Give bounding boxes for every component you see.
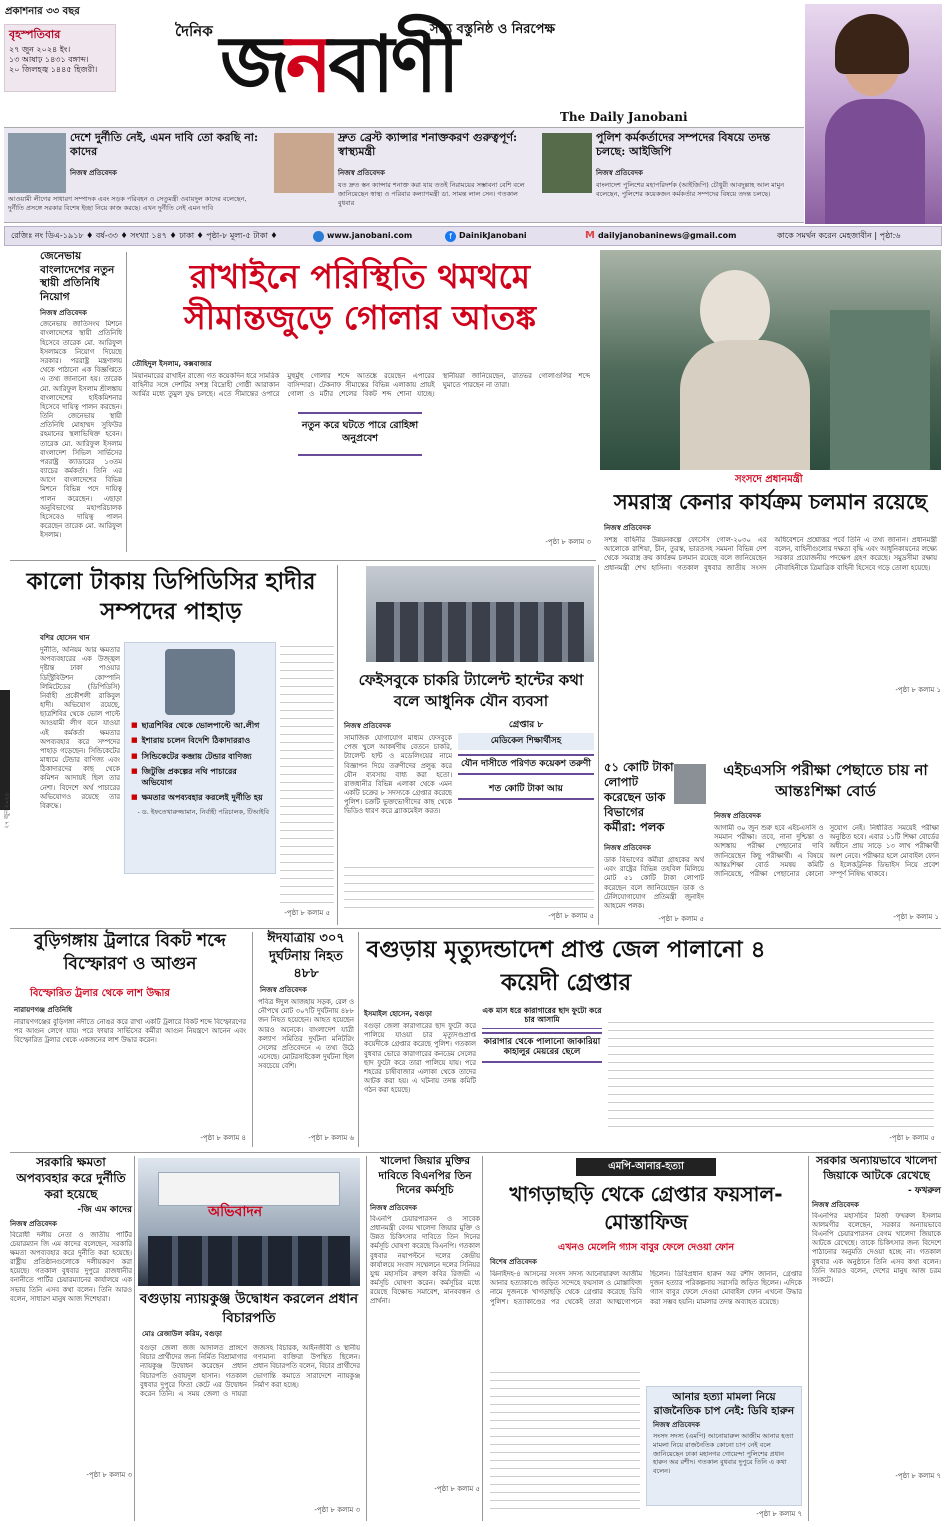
hadi-photo — [165, 649, 235, 715]
misuse-headline: সরকারি ক্ষমতা অপব্যবহার করে দুর্নীতি করা হয়েছে — [16, 1155, 126, 1202]
teaser-3[interactable] — [540, 127, 804, 223]
article-court[interactable] — [138, 1154, 364, 1522]
rakhine-headline: রাখাইনে পরিস্থিতি থমথমে সীমান্তজুড়ে গোলার আতঙ্ক — [184, 257, 536, 338]
dpdc-continued: -পৃষ্ঠা ৮ কলাম ৫ — [284, 909, 330, 917]
arms-byline: নিজস্ব প্রতিবেদক — [604, 524, 651, 533]
court-text: বগুড়া জেলা জজ আদালত প্রাঙ্গণে বিচার প্রার্থীদের জন্য নির্মিত বিশ্রামাগার ন্যায়কুঞ্জ উদ্বোধন করেছেন প্রধান বিচারপতি ওবায়দুল হাসান। গতকাল বুধবার দুপুরে ফিতা কেটে এর উদ্বোধন করেন তিনি। এ সময় জেলা ও দায়রা জজসহ বিচারক, আইনজীবী ও স্থানীয় গণ্যমান্য ব্যক্তিরা উপস্থিত ছিলেন। প্রধান বিচারপতি বলেন, বিচার প্রার্থীদের ভোগান্তি কমাতে সারাদেশে ন্যায়কুঞ্জ নির্মাণ করা হচ্ছে। — [140, 1344, 360, 1398]
article-post[interactable] — [560, 760, 706, 925]
article-eid[interactable] — [256, 930, 356, 1150]
post-headline: ৫১ কোটি টাকা লোপাট করেছেন ডাক বিভাগের কর্মীরা: পলক — [604, 760, 674, 834]
bnp-headline: খালেদা জিয়ার মুক্তির দাবিতে বিএনপির তিন দিনের কর্মসূচি — [378, 1155, 472, 1197]
article-mp-murder[interactable] — [486, 1154, 806, 1522]
bnp-continued: -পৃষ্ঠা ৮ কলাম ৫ — [434, 1484, 480, 1493]
date-box — [4, 24, 116, 92]
date-bangla: ১৩ আষাঢ় ১৪৩১ বঙ্গাব্দ। — [9, 54, 89, 64]
facebook-icon: f — [445, 231, 456, 242]
facebook-headline: ফেইসবুকে চাকরি ট্যালেন্ট হান্টের কথা বলে আধুনিক যৌন ব্যবসা — [358, 671, 584, 710]
misuse-attribution: -জি এম কাদের — [77, 1204, 132, 1215]
facebook-continued: -পৃষ্ঠা ৮ কলাম ৫ — [548, 912, 594, 920]
igp-photo — [542, 133, 592, 193]
teaser-2-title: দ্রুত ব্রেস্ট ক্যান্সার শনাক্তকরণ গুরুত্বপূর্ণ: স্বাস্থ্যমন্ত্রী — [338, 131, 518, 159]
pm-parliament-photo — [600, 250, 941, 470]
rakhine-text: মিয়ানমারের রাখাইন রাজ্যে গত কয়েকদিন ধরে সামরিক বাহিনীর সঙ্গে দেশটির সশস্ত্র বিদ্রোহী গোষ্ঠী আরাকান আর্মির মধ্যে তুমুল যুদ্ধ চলছে। এতে সীমান্তের ওপারে মুহুর্মুহু গোলার শব্দে আতঙ্কে রয়েছেন এপারের বাসিন্দারা। টেকনাফ সীমান্তের বিভিন্ন এলাকায় প্রায়ই গোলা ও মর্টার শেলের বিকট শব্দ শোনা যাচ্ছে। স্থানীয়রা জানিয়েছেন, রাতভর গোলাগুলির শব্দে ঘুমাতে পারছেন না তারা। — [132, 372, 590, 399]
dpdc-text-right — [280, 646, 334, 906]
misuse-byline: নিজস্ব প্রতিবেদক — [10, 1219, 57, 1228]
eid-byline: নিজস্ব প্রতিবেদক — [260, 986, 307, 994]
mp-box-byline: নিজস্ব প্রতিবেদক — [653, 1421, 700, 1430]
buriganga-continued: -পৃষ্ঠা ৮ কলাম ৪ — [200, 1134, 246, 1142]
teaser-2-text: যত দ্রুত স্তন ক্যান্সার শনাক্ত করা যায় ততই নিরাময়ের সম্ভাবনা বেশি বলে জানিয়েছেন স্বাস্থ্য ও পরিবার কল্যাণমন্ত্রী ডা. সামন্ত লাল সেন। গতকাল বুধবার — [338, 181, 525, 207]
buriganga-headline: বুড়িগঙ্গায় ট্রলারে বিকট শব্দে বিস্ফোরণ ও আগুন — [34, 931, 226, 974]
court-headline: বগুড়ায় ন্যায়কুঞ্জ উদ্বোধন করলেন প্রধান বিচারপতি — [139, 1291, 359, 1326]
masthead — [0, 0, 945, 225]
mail-icon: M — [585, 229, 595, 241]
dpdc-byline: বশির হোসেন খান — [40, 634, 90, 642]
web-icon — [313, 231, 324, 242]
daily-label: দৈনিক — [175, 22, 213, 40]
info-bar — [4, 226, 942, 246]
dpdc-bullet: ■ ছাত্রশিবির থেকে ভোলপাল্টে আ.লীগ — [131, 721, 269, 731]
post-text: ডাক বিভাগের কর্মীরা গ্রাহকের অর্থ এবং রাষ্ট্রের বিভিন্ন তহবিল মিলিয়ে মোট ৫১ কোটি টাকা লোপাট করেছেন বলে জানিয়েছেন ডাক ও টেলিযোগাযোগ প্রতিমন্ত্রী জুনাইদ আহমেদ পলক। — [604, 856, 704, 910]
teaser-1[interactable] — [4, 127, 266, 223]
post-byline: নিজস্ব প্রতিবেদক — [604, 844, 651, 852]
pm-caption: সংসদে প্রধানমন্ত্রী — [735, 474, 803, 485]
bnp-text: বিএনপি চেয়ারপারসন ও সাবেক প্রধানমন্ত্রী বেগম খালেদা জিয়ার মুক্তি ও উন্নত চিকিৎসার দাবিতে তিন দিনের কর্মসূচি ঘোষণা করেছে বিএনপি। গতকাল বুধবার নয়াপল্টনে দলের কেন্দ্রীয় কার্যালয়ে সংবাদ সম্মেলনে দলের সিনিয়র যুগ্ম মহাসচিব রুহুল কবির রিজভী এ কর্মসূচি ঘোষণা করেন। কর্মসূচির মধ্যে রয়েছে বিক্ষোভ সমাবেশ, মানববন্ধন ও প্রার্থনা। — [370, 1214, 480, 1306]
jail-continued: -পৃষ্ঠা ৮ কলাম ৫ — [889, 1134, 935, 1142]
mp-box — [646, 1386, 802, 1506]
dpdc-bullet: ■ জিটুজি প্রকল্পের নথি পাচারের অভিযোগ — [131, 767, 269, 788]
article-dpdc[interactable] — [10, 562, 336, 927]
article-khaleda[interactable] — [812, 1154, 941, 1522]
facebook-tag-3: যৌন দাসীতে পরিণত কয়েকশ তরুণী — [458, 754, 594, 775]
mp-box-text: সংসদ সদস্য (এমপি) আনোয়ারুল আজীম আনার হত্যা মামলা নিয়ে রাজনৈতিক কোনো চাপ নেই বলে জানিয়েছেন ঢাকা মহানগর গোয়েন্দা পুলিশের প্রধান হারুন অর রশীদ। গতকাল বুধবার দুপুরে তিনি এ কথা বলেন। — [653, 1432, 794, 1476]
facebook-byline: নিজস্ব প্রতিবেদক — [344, 722, 391, 730]
dpdc-bullets — [131, 721, 269, 803]
hsc-text: আগামী ৩০ জুন শুরু হবে এইচএসসি ও সমমান পরীক্ষা। তবে, নানা দুশ্চিন্তা ও আশঙ্কায় পরীক্ষা পেছানোর দাবি জানিয়েছেন কিছু পরীক্ষার্থী। এ বিষয়ে আন্তঃশিক্ষা বোর্ড সমন্বয় কমিটি জানিয়েছে, পরীক্ষা পেছানোর কোনো সুযোগ নেই। নির্ধারিত সময়েই পরীক্ষা অনুষ্ঠিত হবে। এবার ১১টি শিক্ষা বোর্ডের অধীনে প্রায় সাড়ে ১৩ লাখ পরীক্ষার্থী অংশ নেবে। পরীক্ষার হলে মোবাইল ফোন ও ইলেকট্রনিক ডিভাইস নিয়ে প্রবেশ সম্পূর্ণ নিষিদ্ধ থাকবে। — [714, 824, 939, 878]
teaser-3-byline: নিজস্ব প্রতিবেদক — [596, 169, 643, 177]
article-bnp[interactable] — [370, 1154, 480, 1522]
teaser-1-text: আওয়ামী লীগের সাধারণ সম্পাদক এবং সড়ক পরিবহন ও সেতুমন্ত্রী ওবায়দুল কাদের বলেছেন, দুর্নীতি প্রসঙ্গে সরকার বিশেষ ইচ্ছা নিয়ে কাজ করছে। এখন দুর্নীতি নেই এমন দাবি — [8, 195, 247, 212]
logo-part-2: ন — [285, 20, 329, 110]
court-inauguration-photo — [138, 1158, 360, 1286]
article-buriganga[interactable] — [10, 930, 250, 1150]
arms-continued: -পৃষ্ঠা ৮ কলাম ১ — [895, 686, 941, 695]
dpdc-headline: কালো টাকায় ডিপিডিসির হাদীর সম্পদের পাহাড় — [26, 569, 316, 625]
facebook-tag-4: শত কোটি টাকা আয় — [458, 781, 594, 800]
dpdc-factbox — [124, 642, 276, 874]
eid-headline: ঈদযাত্রায় ৩০৭ দুর্ঘটনায় নিহত ৪৮৮ — [267, 931, 345, 982]
jail-byline: ইসমাইল হোসেন, বগুড়া — [364, 1010, 432, 1018]
newspaper-logo — [220, 20, 680, 110]
misuse-continued: -পৃষ্ঠা ৮ কলাম ৩ — [86, 1470, 132, 1479]
email-link[interactable]: dailyjanobaninews@gmail.com — [597, 231, 737, 240]
article-misuse[interactable] — [10, 1154, 132, 1522]
jail-tag-1: এক মাস ধরে কারাগারের ছাদ ফুটো করে চার আসামি — [482, 1006, 602, 1029]
khaleda-attribution: - ফখরুল — [908, 1185, 941, 1196]
mp-box-title: আনার হত্যা মামলা নিয়ে রাজনৈতিক চাপ নেই: ডিবি হারুন — [653, 1391, 795, 1417]
english-name: The Daily Janobani — [560, 110, 688, 124]
dpdc-bullet: ■ সিন্ডিকেটের কব্জায় টেন্ডার বাণিজ্য — [131, 752, 269, 762]
eid-text: পবিত্র ঈদুল আজহায় সড়ক, রেল ও নৌপথে মোট ৩০৭টি দুর্ঘটনায় ৪৮৮ জন নিহত হয়েছেন। আহত হয়েছেন আরও অনেকে। বাংলাদেশ যাত্রী কল্যাণ সমিতির দুর্ঘটনা মনিটরিং সেলের প্রতিবেদনে এ তথ্য উঠে এসেছে। মোটরসাইকেল দুর্ঘটনা ছিল সবচেয়ে বেশি। — [258, 998, 354, 1071]
arrested-group-photo — [366, 566, 594, 662]
mp-headline: খাগড়াছড়ি থেকে গ্রেপ্তার ফয়সাল-মোস্তাফিজ — [509, 1182, 783, 1234]
article-hsc[interactable] — [710, 760, 941, 925]
facebook-text-left: সামাজিক যোগাযোগ মাধ্যম ফেসবুকে পেজ খুলে আকর্ষণীয় বেতনে চাকরি, ট্যালেন্ট হান্ট ও মডেলিংয়ের নামে বিজ্ঞাপন দিয়ে তরুণীদের প্রলুব্ধ করে যৌন ব্যবসায় বাধ্য করা হতো। রাজধানীর বিভিন্ন এলাকা থেকে এমন একটি চক্রের ৮ সদস্যকে গ্রেপ্তার করেছে পুলিশ। চক্রটি ভুক্তভোগীদের কাছ থেকে ভিডিও ধারণ করে ব্ল্যাকমেইল করত। — [344, 734, 452, 816]
mp-text: ঝিনাইদহ-৪ আসনের সংসদ সদস্য আনোয়ারুল আজীম আনার হত্যাকাণ্ডে জড়িত সন্দেহে ফয়সাল ও মোস্তাফিজ নামে দুজনকে খাগড়াছড়ি থেকে গ্রেপ্তার করেছে ডিবি পুলিশ। হত্যাকাণ্ডের পর থেকেই তারা আত্মগোপনে ছিলেন। ডিবিপ্রধান হারুন অর রশীদ জানান, গ্রেপ্তার দুজন হত্যার পরিকল্পনায় সরাসরি জড়িত ছিলেন। এদিকে গ্যাস বাবুর ফেলে দেওয়া মোবাইল ফোন এখনো উদ্ধার করা সম্ভব হয়নি। মামলার তদন্ত অব্যাহত রয়েছে। — [490, 1270, 802, 1306]
teaser-3-text: বাংলাদেশ পুলিশের মহাপরিদর্শক (আইজিপি) চৌধুরী আবদুল্লাহ আল মামুন বলেছেন, পুলিশের কয়েকজন কর্মকর্তার সম্পদের বিষয়ে তদন্ত চলছে। — [596, 181, 785, 198]
dpdc-bullet: ■ ক্ষমতার অপব্যবহার করলেই দুর্নীতি হয় — [131, 793, 269, 803]
geneva-title: জেনেভায় বাংলাদেশের নতুন স্থায়ী প্রতিনিধি নিয়োগ — [40, 250, 115, 303]
jail-headline: বগুড়ায় মৃত্যুদন্ডাদেশ প্রাপ্ত জেল পালানো ৪ কয়েদী গ্রেপ্তার — [366, 937, 766, 997]
anniversary-badge: প্রকাশনার ৩৩ বছর — [5, 6, 80, 17]
teaser-3-title: পুলিশ কর্মকর্তাদের সম্পদের বিষয়ে তদন্ত চলছে: আইজিপি — [596, 131, 770, 159]
registration-info: রেজিঃ নং ডিএ-১৯১৮ ♦ বর্ষ-৩৩ ♦ সংখ্যা ১৪৭ ♦ ঢাকা ♦ পৃষ্ঠা-৮ মূল্য-৫ টাকা ♦ — [11, 231, 278, 240]
logo-part-1: জ — [220, 20, 286, 110]
buriganga-byline: নারায়ণগঞ্জ প্রতিনিধি — [14, 1006, 73, 1014]
mp-subhead: এখনও মেলেনি গ্যাস বাবুর ফেলে দেওয়া ফোন — [557, 1242, 735, 1253]
quader-photo — [8, 133, 66, 193]
weekday: বৃহস্পতিবার — [9, 28, 61, 41]
khaleda-byline: নিজস্ব প্রতিবেদক — [812, 1200, 859, 1209]
slogan: সত্য বস্তুনিষ্ঠ ও নিরপেক্ষ — [430, 22, 555, 37]
mp-byline: বিশেষ প্রতিবেদক — [490, 1258, 537, 1266]
dpdc-text: দুর্নীতি, অনিয়ম আর ক্ষমতার অপব্যবহারের এক উজ্জ্বল দৃষ্টান্ত ঢাকা পাওয়ার ডিস্ট্রিবিউশন কোম্পানি লিমিটেডের (ডিপিডিসি) নির্বাহী প্রকৌশলী রাকিবুল হাদী। অভিযোগ রয়েছে, ছাত্রশিবির থেকে ভোল পাল্টে আওয়ামী লীগ বনে যাওয়া এই কর্মকর্তা ক্ষমতার অপব্যবহার করে সম্পদের পাহাড় গড়েছেন। সিন্ডিকেটের মাধ্যমে টেন্ডার বাণিজ্য এবং ঠিকাদারদের কাছ থেকে কমিশন আদায়ই ছিল তার নেশা। বিদেশে অর্থ পাচারের অভিযোগও রয়েছে তার বিরুদ্ধে। — [40, 646, 120, 810]
eid-continued: -পৃষ্ঠা ৮ কলাম ৬ — [308, 1134, 354, 1142]
logo-part-3: বাণী — [328, 20, 456, 110]
article-geneva[interactable] — [40, 250, 122, 555]
court-continued: -পৃষ্ঠা ৮ কলাম ৩ — [314, 1506, 360, 1514]
facebook-tag-1: গ্রেপ্তার ৮ — [508, 720, 544, 730]
facebook-text-bottom — [344, 867, 594, 912]
jail-text-right — [608, 1022, 934, 1132]
buriganga-text: নারায়ণগঞ্জের বুড়িগঙ্গা নদীতে নোঙর করে রাখা একটি ট্রলারে বিকট শব্দে বিস্ফোরণের পর আগুন লেগে যায়। পরে ফায়ার সার্ভিসের কর্মীরা আগুন নিয়ন্ত্রণে আনেন এবং বিস্ফোরিত ট্রলার থেকে একজনের লাশ উদ্ধার করেন। — [14, 1018, 246, 1045]
bnp-byline: নিজস্ব প্রতিবেদক — [370, 1204, 417, 1213]
post-continued: -পৃষ্ঠা ৮ কলাম ৫ — [658, 915, 704, 923]
side-date: ২৭ জুন ২০২৪ — [3, 792, 11, 829]
article-rakhine[interactable] — [130, 250, 595, 555]
health-minister-photo — [274, 133, 334, 193]
khaleda-headline: সরকার অন্যায়ভাবে খালেদা জিয়াকে আটকে রেখেছে — [816, 1154, 937, 1182]
jail-tag-box — [482, 1006, 602, 1063]
dpdc-quote-by: - ড. ইফতেখারুজ্জামান, নির্বাহী পরিচালক, টিআইবি — [137, 808, 269, 817]
mp-text-more — [490, 1372, 640, 1512]
arms-text: সশস্ত্র বাহিনীর উন্নয়নকল্পে ফোর্সেস গোল-২০৩০ এর আলোকে রাশিয়া, চীন, তুরস্ক, ভারতসহ সমমনা বিভিন্ন দেশ থেকে সমরাস্ত্র ক্রয় কার্যক্রম চলমান রয়েছে বলে জানিয়েছেন প্রধানমন্ত্রী শেখ হাসিনা। গতকাল বুধবার জাতীয় সংসদ অধিবেশনে প্রশ্নোত্তর পর্বে তিনি এ তথ্য জানান। প্রধানমন্ত্রী বলেন, বাহিনীগুলোর দক্ষতা বৃদ্ধি এবং আধুনিকায়নের লক্ষ্যে সরকার প্রয়োজনীয় পদক্ষেপ গ্রহণ করেছে। সমুদ্রসীমা রক্ষায় নৌবাহিনীকে ত্রিমাত্রিক বাহিনী হিসেবে গড়ে তোলা হয়েছে। — [604, 536, 937, 572]
facebook-link[interactable]: DainikJanobani — [459, 231, 527, 240]
facebook-tag-2: মেডিকেল শিক্ষার্থীসহ — [458, 733, 594, 750]
article-arms[interactable] — [600, 488, 941, 756]
court-banner-text: অভিবাদন — [208, 1204, 263, 1220]
dpdc-bullet: ■ ইশারায় চলেন বিদেশি ঠিকাদাররাও — [131, 736, 269, 746]
teaser-1-title: দেশে দুর্নীতি নেই, এমন দাবি তো করছি না: কাদের — [70, 131, 259, 159]
misuse-text: বিরোধী দলীয় নেতা ও জাতীয় পার্টির চেয়ারম্যান জি এম কাদের বলেছেন, সরকারি ক্ষমতা অপব্যবহার করে দুর্নীতি করা হয়েছে। রাষ্ট্রীয় প্রতিষ্ঠানগুলোকে দলীয়করণ করা হয়েছে। গতকাল বুধবার দুপুরে রাজধানীর বনানীতে পার্টির চেয়ারম্যানের কার্যালয়ে এক সভায় তিনি এসব কথা বলেন। তিনি আরও বলেন, সাধারণ মানুষ আজ দিশেহারা। — [10, 1230, 132, 1303]
hsc-headline: এইচএসসি পরীক্ষা পেছাতে চায় না আন্তঃশিক্ষা বোর্ড — [723, 761, 928, 800]
palak-photo — [674, 764, 706, 804]
jail-tag-2: কারাগার থেকে পালানো জাকারিয়া কাহালুর মেয়রের ছেলে — [482, 1032, 602, 1063]
date-hijri: ২০ জিলহজ্ব ১৪৪৫ হিজরী। — [9, 64, 98, 74]
jail-text-left: বগুড়া জেলা কারাগারের ছাদ ফুটো করে পালিয়ে যাওয়া চার মৃত্যুদণ্ডপ্রাপ্ত কয়েদীকে গ্রেপ্তার করেছে পুলিশ। গতকাল বুধবার ভোরে কারাগারের কনডেম সেলের ছাদ ফুটো করে তারা পালিয়ে যায়। পরে শহরের চাষীবাজার এলাকা থেকে তাদের আটক করা হয়। এ ঘটনায় তদন্ত কমিটি গঠন করা হয়েছে। — [364, 1022, 476, 1095]
mp-continued: -পৃষ্ঠা ৮ কলাম ৭ — [756, 1510, 802, 1518]
khaleda-text: বিএনপির মহাসচিব মির্জা ফখরুল ইসলাম আলমগীর বলেছেন, সরকার অন্যায়ভাবে বিএনপি চেয়ারপারসন বেগম খালেদা জিয়াকে আটকে রেখেছে। তাকে চিকিৎসার জন্য বিদেশে পাঠানোর অনুমতি দেওয়া হচ্ছে না। গতকাল বুধবার এক অনুষ্ঠানে তিনি এসব কথা বলেন। তিনি আরও বলেন, দেশের মানুষ আজ চরম সংকটে। — [812, 1211, 941, 1284]
date-english: ২৭ জুন ২০২৪ ইং। — [9, 44, 71, 54]
court-byline: মোঃ রেজাউল করিম, বগুড়া — [142, 1330, 222, 1338]
khaleda-continued: -পৃষ্ঠা ৮ কলাম ৭ — [895, 1471, 941, 1480]
mp-kicker: এমপি-আনার-হত্যা — [576, 1158, 716, 1176]
hsc-continued: -পৃষ্ঠা ৮ কলাম ১ — [893, 913, 939, 921]
actress-photo — [805, 4, 942, 224]
teaser-2-byline: নিজস্ব প্রতিবেদক — [338, 169, 385, 177]
teaser-2[interactable] — [270, 127, 538, 223]
rakhine-byline: তৌহিদুল ইসলাম, কক্সবাজার — [132, 360, 212, 368]
website-link[interactable]: www.janobani.com — [327, 231, 413, 240]
geneva-text: জেনেভায় জাতিসংঘ মিশনে বাংলাদেশের স্থায়ী প্রতিনিধি হিসেবে তারেক মো. আরিফুল ইসলামকে নিয়োগ দিয়েছে সরকার। পররাষ্ট্র মন্ত্রণালয় থেকে পাঠানো এক বিজ্ঞপ্তিতে এ তথ্য জানানো হয়। তারেক মো. আরিফুল ইসলাম শ্রীলঙ্কায় বাংলাদেশের হাইকমিশনার হিসেবে দায়িত্ব পালন করছেন। তিনি জেনেভায় স্থায়ী প্রতিনিধি মোহাম্মদ সুফিউর রহমানের স্থলাভিষিক্ত হবেন। তারেক মো. আরিফুল ইসলাম বাংলাদেশ সিভিল সার্ভিসের পররাষ্ট্র ক্যাডারের ১৩তম ব্যাচের কর্মকর্তা। তিনি এর আগে বাংলাদেশের বিভিন্ন মিশনে বিভিন্ন পদে দায়িত্ব পালন করেছেন। এছাড়া অনুবিভাগের মহাপরিচালক হিসেবেও দায়িত্ব পালন করেছেন তারেক মো. আরিফুল ইসলাম। — [40, 320, 122, 540]
arms-title: সমরাস্ত্র কেনার কার্যক্রম চলমান রয়েছে — [613, 489, 928, 514]
teaser-1-byline: নিজস্ব প্রতিবেদক — [70, 169, 117, 177]
buriganga-subhead: বিস্ফোরিত ট্রলার থেকে লাশ উদ্ধার — [30, 988, 170, 999]
inside-promo[interactable]: কাকে সমর্থন করেন মেহজাবীন | পৃষ্ঠা:৬ — [776, 231, 901, 240]
article-bogura-jail[interactable] — [360, 930, 941, 1150]
hsc-byline: নিজস্ব প্রতিবেদক — [714, 812, 761, 820]
rakhine-subhead: নতুন করে ঘটতে পারে রোহিঙ্গা অনুপ্রবেশ — [298, 412, 422, 456]
geneva-byline: নিজস্ব প্রতিবেদক — [40, 308, 87, 317]
rakhine-continued: -পৃষ্ঠা ৮ কলাম ৩ — [545, 538, 591, 546]
